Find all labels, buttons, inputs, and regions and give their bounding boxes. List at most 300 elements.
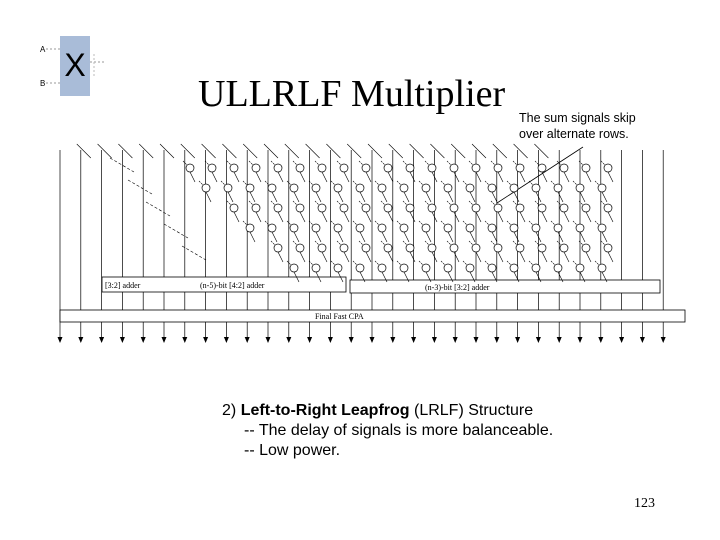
partial-product-cell xyxy=(400,184,408,192)
wire xyxy=(265,221,269,225)
wire xyxy=(586,172,591,182)
wire xyxy=(381,201,385,205)
partial-product-cell xyxy=(406,204,414,212)
partial-product-cell xyxy=(356,264,364,272)
wire xyxy=(410,252,415,262)
arrow-head xyxy=(598,337,603,343)
arrow-head xyxy=(78,337,83,343)
wire xyxy=(514,144,528,158)
partial-product-cell xyxy=(516,204,524,212)
wire xyxy=(315,241,319,245)
wire xyxy=(249,161,253,165)
wire xyxy=(601,241,605,245)
wire xyxy=(331,181,335,185)
partial-product-cell xyxy=(450,164,458,172)
wire xyxy=(476,212,481,222)
partial-product-cell xyxy=(378,184,386,192)
wire xyxy=(485,261,489,265)
wire xyxy=(243,144,257,158)
wire xyxy=(322,212,327,222)
partial-product-cell xyxy=(400,224,408,232)
partial-product-cell xyxy=(582,164,590,172)
wire xyxy=(608,172,613,182)
logo-b-label: B xyxy=(40,79,46,88)
structure-description xyxy=(222,401,553,461)
wire xyxy=(300,172,305,182)
wire xyxy=(344,252,349,262)
wire xyxy=(227,161,231,165)
wire xyxy=(293,241,297,245)
adder32-right-label: (n-3)-bit [3:2] adder xyxy=(425,283,490,292)
point-power: -- Low power. xyxy=(244,442,341,459)
partial-product-cell xyxy=(290,224,298,232)
wire xyxy=(520,212,525,222)
partial-product-cell xyxy=(362,164,370,172)
partial-product-cell xyxy=(538,244,546,252)
wire xyxy=(337,161,341,165)
arrow-head xyxy=(307,337,312,343)
partial-product-cell xyxy=(554,264,562,272)
partial-product-cell xyxy=(384,164,392,172)
adder42-label: (n-5)-bit [4:2] adder xyxy=(200,281,265,290)
partial-product-cell xyxy=(604,204,612,212)
final-cpa-label: Final Fast CPA xyxy=(315,312,364,321)
wire xyxy=(507,181,511,185)
wire xyxy=(448,192,453,202)
arrow-head xyxy=(474,337,479,343)
wire xyxy=(353,221,357,225)
wire xyxy=(397,181,401,185)
wire xyxy=(441,261,445,265)
wire xyxy=(580,192,585,202)
wire xyxy=(234,172,239,182)
partial-product-cell xyxy=(312,264,320,272)
wire xyxy=(389,144,403,158)
partial-product-cell xyxy=(466,224,474,232)
arrow-head xyxy=(640,337,645,343)
wire xyxy=(397,221,401,225)
wire xyxy=(278,252,283,262)
wire xyxy=(507,261,511,265)
wire xyxy=(366,252,371,262)
partial-product-cell xyxy=(604,164,612,172)
arrow-head xyxy=(162,337,167,343)
partial-product-cell xyxy=(334,264,342,272)
wire xyxy=(403,161,407,165)
wire xyxy=(160,144,174,158)
logo-a-label: A xyxy=(40,45,46,54)
wire xyxy=(404,192,409,202)
arrow-head xyxy=(370,337,375,343)
partial-product-cell xyxy=(318,164,326,172)
item-number: 2) xyxy=(222,402,237,419)
wire xyxy=(529,261,533,265)
arrow-head xyxy=(203,337,208,343)
wire xyxy=(128,180,152,194)
wire xyxy=(579,201,583,205)
partial-product-cell xyxy=(488,224,496,232)
wire xyxy=(595,221,599,225)
wire xyxy=(551,221,555,225)
wire xyxy=(250,192,255,202)
wire xyxy=(491,241,495,245)
wire xyxy=(222,144,236,158)
wire xyxy=(513,201,517,205)
arrow-head xyxy=(224,337,229,343)
wire xyxy=(77,144,91,158)
partial-product-cell xyxy=(224,184,232,192)
wire xyxy=(426,232,431,242)
wire xyxy=(360,192,365,202)
wire xyxy=(513,241,517,245)
wire xyxy=(425,241,429,245)
wire xyxy=(498,252,503,262)
wire xyxy=(388,252,393,262)
wire xyxy=(243,221,247,225)
partial-product-cell xyxy=(510,224,518,232)
wire xyxy=(368,144,382,158)
partial-product-cell xyxy=(604,244,612,252)
page-title: ULLRLF Multiplier xyxy=(198,73,506,115)
wire xyxy=(359,241,363,245)
partial-product-cell xyxy=(230,164,238,172)
partial-product-cell xyxy=(230,204,238,212)
wire xyxy=(469,241,473,245)
partial-product-cell xyxy=(422,264,430,272)
partial-product-cell xyxy=(576,224,584,232)
wire xyxy=(316,192,321,202)
wire xyxy=(293,161,297,165)
wire xyxy=(366,172,371,182)
wire xyxy=(338,232,343,242)
partial-product-cell xyxy=(400,264,408,272)
callout-line-2: over alternate rows. xyxy=(519,127,629,141)
adder-row-right xyxy=(350,280,660,293)
wire xyxy=(300,212,305,222)
partial-product-cell xyxy=(444,224,452,232)
point-delay: -- The delay of signals is more balanceable. xyxy=(244,422,554,439)
partial-product-cell xyxy=(318,204,326,212)
wire xyxy=(315,161,319,165)
partial-product-cell xyxy=(560,204,568,212)
partial-product-cell xyxy=(186,164,194,172)
wire xyxy=(447,241,451,245)
partial-product-cell xyxy=(532,224,540,232)
partial-product-cell xyxy=(268,224,276,232)
page-number: 123 xyxy=(634,496,655,511)
item-bold-name: Left-to-Right Leapfrog xyxy=(240,402,410,419)
wire xyxy=(579,241,583,245)
partial-product-cell xyxy=(334,184,342,192)
wire xyxy=(542,212,547,222)
wire xyxy=(366,212,371,222)
wire xyxy=(264,144,278,158)
partial-product-cell xyxy=(494,164,502,172)
wire xyxy=(430,144,444,158)
partial-product-cell xyxy=(312,184,320,192)
wire xyxy=(485,221,489,225)
wire xyxy=(337,201,341,205)
wire xyxy=(271,161,275,165)
arrow-head xyxy=(578,337,583,343)
partial-product-cell xyxy=(598,184,606,192)
arrow-head xyxy=(58,337,63,343)
wire xyxy=(272,232,277,242)
arrow-head xyxy=(182,337,187,343)
wire xyxy=(419,221,423,225)
partial-product-cell xyxy=(516,244,524,252)
arrow-head xyxy=(557,337,562,343)
wire xyxy=(250,232,255,242)
partial-product-cell xyxy=(378,264,386,272)
partial-product-cell xyxy=(554,184,562,192)
partial-product-cell xyxy=(532,184,540,192)
wire xyxy=(601,161,605,165)
wire xyxy=(331,221,335,225)
wire xyxy=(451,144,465,158)
wire xyxy=(447,201,451,205)
callout-line-1: The sum signals skip xyxy=(519,111,636,125)
wire xyxy=(507,221,511,225)
wire xyxy=(256,172,261,182)
wire xyxy=(608,252,613,262)
wire xyxy=(602,232,607,242)
wire xyxy=(243,181,247,185)
wire xyxy=(534,144,548,158)
wire xyxy=(403,201,407,205)
wire xyxy=(337,241,341,245)
partial-product-cell xyxy=(576,264,584,272)
wire xyxy=(360,232,365,242)
wire xyxy=(564,172,569,182)
wire xyxy=(573,261,577,265)
wire xyxy=(564,252,569,262)
arrow-head xyxy=(99,337,104,343)
wire xyxy=(485,181,489,185)
partial-product-cell xyxy=(576,184,584,192)
wire xyxy=(331,261,335,265)
wire xyxy=(300,252,305,262)
wire xyxy=(338,192,343,202)
partial-product-cell xyxy=(428,164,436,172)
partial-product-cell xyxy=(202,184,210,192)
wire xyxy=(294,232,299,242)
wire xyxy=(476,172,481,182)
arrow-head xyxy=(390,337,395,343)
wire xyxy=(463,221,467,225)
wire xyxy=(493,144,507,158)
wire xyxy=(388,172,393,182)
partial-product-cell xyxy=(422,224,430,232)
wire xyxy=(353,181,357,185)
partial-product-cell xyxy=(252,164,260,172)
partial-product-cell xyxy=(472,164,480,172)
wire xyxy=(265,181,269,185)
wire xyxy=(256,212,261,222)
wire xyxy=(410,144,424,158)
wire xyxy=(551,261,555,265)
wire xyxy=(441,221,445,225)
partial-product-cell xyxy=(340,164,348,172)
wire xyxy=(202,144,216,158)
arrow-head xyxy=(515,337,520,343)
partial-product-cell xyxy=(290,184,298,192)
wire xyxy=(190,172,195,182)
adder32-left-label: [3:2] adder xyxy=(105,281,141,290)
partial-product-cell xyxy=(274,244,282,252)
wire xyxy=(388,212,393,222)
logo-x-icon xyxy=(36,36,110,96)
wire xyxy=(601,201,605,205)
wire xyxy=(249,201,253,205)
wire xyxy=(564,212,569,222)
wire xyxy=(382,192,387,202)
wire xyxy=(375,221,379,225)
partial-product-cell xyxy=(208,164,216,172)
partial-product-cell xyxy=(466,264,474,272)
wire xyxy=(425,201,429,205)
partial-product-cell xyxy=(356,224,364,232)
wire xyxy=(285,144,299,158)
partial-product-cell xyxy=(510,264,518,272)
partial-product-cell xyxy=(598,224,606,232)
wire xyxy=(410,212,415,222)
wire xyxy=(139,144,153,158)
item-suffix: (LRLF) Structure xyxy=(409,402,534,419)
wire xyxy=(463,181,467,185)
wire xyxy=(529,221,533,225)
wire xyxy=(271,201,275,205)
partial-product-cell xyxy=(488,264,496,272)
partial-product-cell xyxy=(356,184,364,192)
wire xyxy=(586,212,591,222)
arrow-head xyxy=(536,337,541,343)
partial-product-cell xyxy=(296,164,304,172)
partial-product-cell xyxy=(274,204,282,212)
wire xyxy=(271,241,275,245)
wire xyxy=(278,172,283,182)
wire xyxy=(498,172,503,182)
partial-product-cell xyxy=(560,244,568,252)
wire xyxy=(212,172,217,182)
wire xyxy=(558,232,563,242)
wire xyxy=(514,192,519,202)
wire xyxy=(529,181,533,185)
wire xyxy=(221,181,225,185)
wire xyxy=(353,261,357,265)
partial-product-cell xyxy=(450,244,458,252)
partial-product-cell xyxy=(494,244,502,252)
wire xyxy=(344,212,349,222)
partial-product-cell xyxy=(510,184,518,192)
wire xyxy=(542,252,547,262)
wire xyxy=(595,261,599,265)
wire xyxy=(410,172,415,182)
arrow-head xyxy=(661,337,666,343)
wire xyxy=(164,224,188,238)
partial-product-cell xyxy=(494,204,502,212)
partial-product-cell xyxy=(488,184,496,192)
wire xyxy=(580,232,585,242)
wire xyxy=(454,172,459,182)
multiplier-diagram xyxy=(50,140,690,350)
wire xyxy=(514,232,519,242)
arrow-head xyxy=(266,337,271,343)
wire xyxy=(118,144,132,158)
wire xyxy=(326,144,340,158)
wire xyxy=(426,192,431,202)
partial-product-cell xyxy=(378,224,386,232)
partial-product-cell xyxy=(406,164,414,172)
partial-product-cell xyxy=(444,264,452,272)
arrow-head xyxy=(328,337,333,343)
wire xyxy=(419,261,423,265)
wire xyxy=(110,158,134,172)
wire xyxy=(322,252,327,262)
wire xyxy=(359,201,363,205)
wire xyxy=(404,232,409,242)
final-cpa-block xyxy=(60,310,685,322)
partial-product-cell xyxy=(246,224,254,232)
wire xyxy=(454,252,459,262)
logo-mark: X xyxy=(64,47,86,83)
wire xyxy=(520,172,525,182)
arrow-head xyxy=(245,337,250,343)
partial-product-cell xyxy=(246,184,254,192)
wire xyxy=(551,181,555,185)
partial-product-cell xyxy=(554,224,562,232)
wire xyxy=(227,201,231,205)
wire xyxy=(146,202,170,216)
wire xyxy=(454,212,459,222)
partial-product-cell xyxy=(466,184,474,192)
wire xyxy=(472,144,486,158)
wire xyxy=(595,181,599,185)
wire xyxy=(586,252,591,262)
wire xyxy=(491,201,495,205)
wire xyxy=(293,201,297,205)
partial-product-cell xyxy=(362,204,370,212)
wire xyxy=(470,192,475,202)
wire xyxy=(182,246,206,260)
wire xyxy=(491,161,495,165)
partial-product-cell xyxy=(340,244,348,252)
wire xyxy=(608,212,613,222)
wire xyxy=(344,172,349,182)
partial-product-cell xyxy=(582,244,590,252)
wire xyxy=(573,221,577,225)
partial-product-cell xyxy=(268,184,276,192)
wire xyxy=(322,172,327,182)
partial-product-cell xyxy=(444,184,452,192)
partial-product-cell xyxy=(318,244,326,252)
wire xyxy=(375,261,379,265)
wire xyxy=(448,232,453,242)
wire xyxy=(382,232,387,242)
wire xyxy=(359,161,363,165)
arrow-head xyxy=(286,337,291,343)
wire xyxy=(470,232,475,242)
wire xyxy=(602,192,607,202)
wire xyxy=(397,261,401,265)
partial-product-cell xyxy=(422,184,430,192)
partial-product-cell xyxy=(334,224,342,232)
arrow-head xyxy=(120,337,125,343)
wire xyxy=(234,212,239,222)
partial-product-cell xyxy=(340,204,348,212)
arrow-head xyxy=(494,337,499,343)
wire xyxy=(463,261,467,265)
